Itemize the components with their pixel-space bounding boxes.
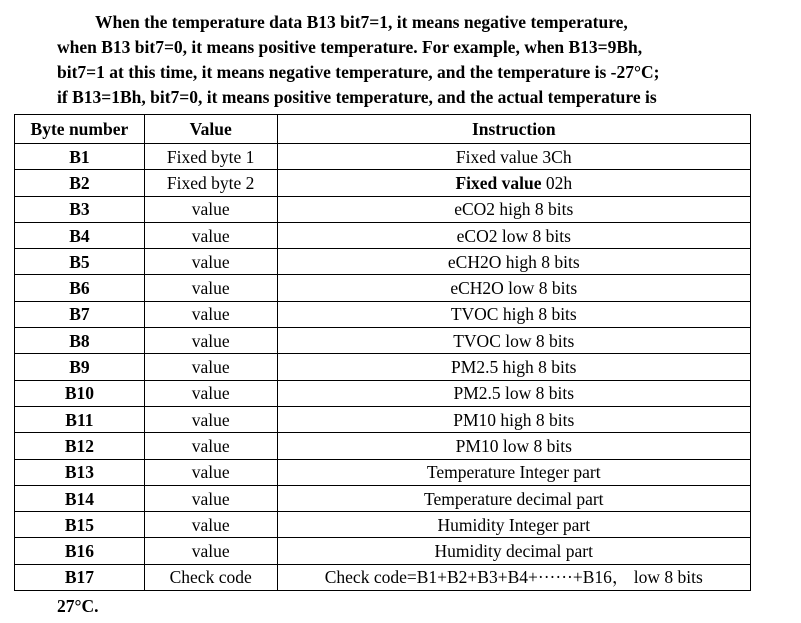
byte-cell: B17 — [15, 564, 145, 590]
value-cell: Check code — [144, 564, 277, 590]
instruction-cell: PM10 low 8 bits — [277, 433, 750, 459]
intro-paragraph — [0, 10, 801, 110]
table-row — [15, 249, 751, 275]
value-cell: value — [144, 222, 277, 248]
value-cell: value — [144, 433, 277, 459]
value-cell: value — [144, 301, 277, 327]
byte-cell: B7 — [15, 301, 145, 327]
table-row — [15, 459, 751, 485]
intro-line-4: if B13=1Bh, bit7=0, it means positive temperature, and the actual temperature is — [57, 87, 657, 107]
intro-line-2: when B13 bit7=0, it means positive temperature. For example, when B13=9Bh, — [57, 37, 643, 57]
value-cell: value — [144, 512, 277, 538]
table-row — [15, 328, 751, 354]
table-row — [15, 380, 751, 406]
table-row — [15, 301, 751, 327]
instruction-cell: TVOC high 8 bits — [277, 301, 750, 327]
table-row — [15, 406, 751, 432]
value-cell: value — [144, 406, 277, 432]
table-row — [15, 433, 751, 459]
byte-cell: B13 — [15, 459, 145, 485]
byte-cell: B10 — [15, 380, 145, 406]
value-cell: Fixed byte 2 — [144, 170, 277, 196]
value-cell: value — [144, 485, 277, 511]
value-cell: value — [144, 275, 277, 301]
instruction-cell: Temperature decimal part — [277, 485, 750, 511]
byte-cell: B8 — [15, 328, 145, 354]
byte-cell: B12 — [15, 433, 145, 459]
value-cell: value — [144, 196, 277, 222]
table-row — [15, 354, 751, 380]
header-byte-number: Byte number — [15, 115, 145, 144]
value-cell: value — [144, 459, 277, 485]
instruction-cell: Temperature Integer part — [277, 459, 750, 485]
header-instruction: Instruction — [277, 115, 750, 144]
intro-line-1: When the temperature data B13 bit7=1, it means negative temperature, — [95, 12, 628, 32]
value-cell: value — [144, 538, 277, 564]
table-row — [15, 538, 751, 564]
byte-cell: B1 — [15, 144, 145, 170]
table-row — [15, 222, 751, 248]
instruction-rest-text: 02h — [541, 172, 573, 193]
instruction-cell: Humidity Integer part — [277, 512, 750, 538]
instruction-cell: PM10 high 8 bits — [277, 406, 750, 432]
intro-line-3: bit7=1 at this time, it means negative temperature, and the temperature is -27°C; — [57, 62, 660, 82]
table-row — [15, 196, 751, 222]
instruction-cell: eCH2O low 8 bits — [277, 275, 750, 301]
byte-cell: B11 — [15, 406, 145, 432]
byte-spec-table — [14, 114, 751, 591]
instruction-cell: Fixed value 3Ch — [277, 144, 750, 170]
table-row — [15, 275, 751, 301]
byte-cell: B14 — [15, 485, 145, 511]
byte-cell: B5 — [15, 249, 145, 275]
value-cell: Fixed byte 1 — [144, 144, 277, 170]
instruction-cell — [277, 170, 750, 196]
value-cell: value — [144, 354, 277, 380]
byte-cell: B16 — [15, 538, 145, 564]
intro-continuation: 27°C. — [57, 596, 99, 616]
instruction-cell: Humidity decimal part — [277, 538, 750, 564]
table-row — [15, 144, 751, 170]
instruction-bold-text: Fixed value — [455, 172, 542, 193]
value-cell: value — [144, 380, 277, 406]
instruction-cell: Check code=B1+B2+B3+B4+······+B16， low 8 bits — [277, 564, 750, 590]
instruction-cell: PM2.5 low 8 bits — [277, 380, 750, 406]
byte-cell: B6 — [15, 275, 145, 301]
byte-cell: B4 — [15, 222, 145, 248]
header-value: Value — [144, 115, 277, 144]
instruction-cell: PM2.5 high 8 bits — [277, 354, 750, 380]
table-row — [15, 512, 751, 538]
byte-cell: B15 — [15, 512, 145, 538]
table-row — [15, 170, 751, 196]
byte-cell: B3 — [15, 196, 145, 222]
table-header-row — [15, 115, 751, 144]
byte-cell: B2 — [15, 170, 145, 196]
value-cell: value — [144, 249, 277, 275]
table-row — [15, 564, 751, 590]
instruction-cell: eCH2O high 8 bits — [277, 249, 750, 275]
instruction-cell: eCO2 high 8 bits — [277, 196, 750, 222]
byte-cell: B9 — [15, 354, 145, 380]
value-cell: value — [144, 328, 277, 354]
instruction-cell: TVOC low 8 bits — [277, 328, 750, 354]
table-row — [15, 485, 751, 511]
instruction-cell: eCO2 low 8 bits — [277, 222, 750, 248]
